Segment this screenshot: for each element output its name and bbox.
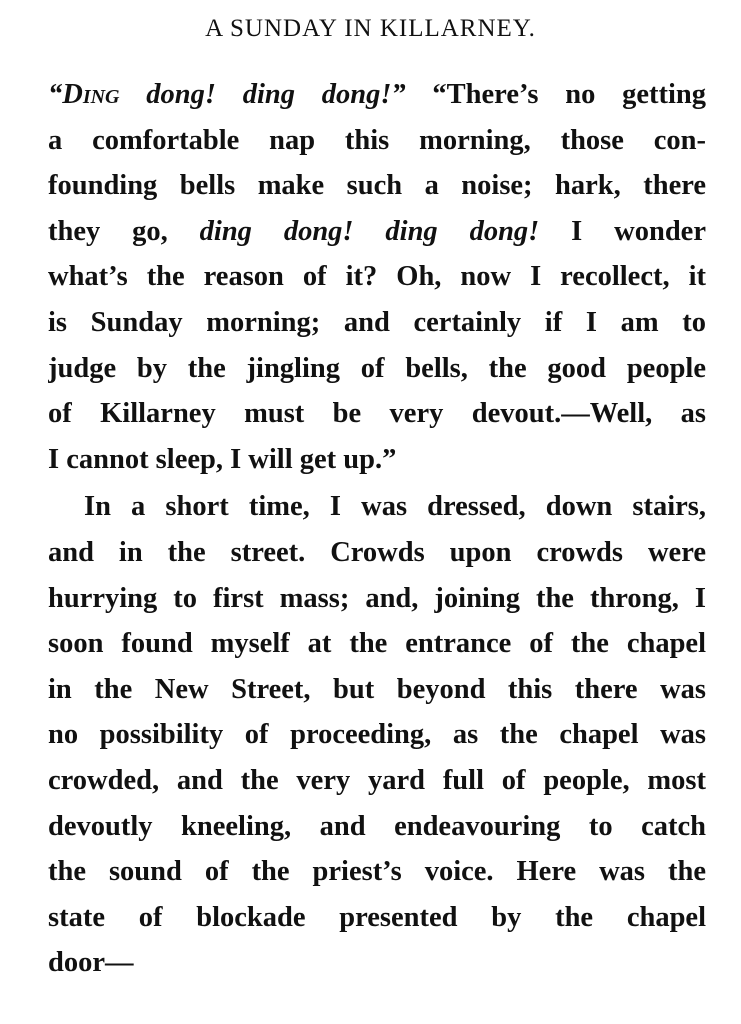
text-line	[48, 72, 706, 118]
text-line: is Sunday morning; and certainly if I am to	[48, 306, 706, 338]
body-text	[48, 72, 706, 986]
text-line: judge by the jingling of bells, the good people	[48, 352, 706, 384]
running-head: A SUNDAY IN KILLARNEY.	[205, 15, 536, 42]
text-line: state of blockade presented by the chapel	[48, 901, 706, 933]
text-run: they go,	[48, 215, 200, 247]
text-line	[48, 209, 706, 255]
italic-phrase: dong! ding dong!	[119, 79, 392, 110]
text-line: hurrying to first mass; and, joining the throng, I	[48, 582, 706, 614]
text-line: a comfortable nap this morning, those con-	[48, 124, 706, 156]
text-line: and in the street. Crowds upon crowds were	[48, 536, 706, 568]
text-line: the sound of the priest’s voice. Here was the	[48, 856, 706, 888]
text-line: I cannot sleep, I will get up.”	[48, 443, 397, 475]
text-line: door—	[48, 947, 134, 979]
text-line: in the New Street, but beyond this there was	[48, 673, 706, 705]
text-line: soon found myself at the entrance of the chapel	[48, 628, 706, 660]
text-line: devoutly kneeling, and endeavouring to catch	[48, 810, 706, 842]
closing-quote: ”	[391, 79, 406, 110]
text-line: founding bells make such a noise; hark, there	[48, 170, 706, 202]
text-line: of Killarney must be very devout.—Well, as	[48, 398, 706, 430]
paragraph-2	[48, 484, 706, 986]
text-line: what’s the reason of it? Oh, now I recollect, it	[48, 261, 706, 293]
italic-phrase: ding dong! ding dong!	[199, 215, 540, 247]
paragraph-1	[48, 72, 706, 482]
text-line: no possibility of proceeding, as the chapel was	[48, 719, 706, 751]
text-line: crowded, and the very yard full of people, most	[48, 764, 706, 796]
text-line: In a short time, I was dressed, down stairs,	[84, 491, 706, 523]
small-caps-word: Ding	[62, 79, 120, 110]
opening-quote: “	[48, 79, 63, 110]
text-run: I wonder	[539, 215, 706, 247]
text-run: “There’s no getting	[405, 79, 706, 110]
